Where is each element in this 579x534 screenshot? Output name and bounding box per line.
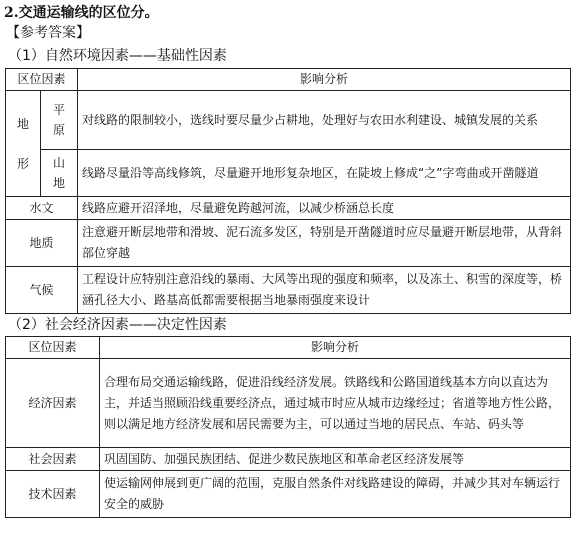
society-analysis: 巩固国防、加强民族团结、促进少数民族地区和革命老区经济发展等 bbox=[100, 448, 571, 471]
hydrology-label: 水文 bbox=[6, 197, 78, 220]
table-row bbox=[6, 471, 571, 518]
natural-factors-table bbox=[5, 68, 571, 314]
header-analysis: 影响分析 bbox=[78, 69, 571, 91]
terrain-char-1: 地 bbox=[16, 116, 29, 131]
tech-label: 技术因素 bbox=[6, 471, 100, 518]
header-factor: 区位因素 bbox=[6, 69, 78, 91]
header-analysis: 影响分析 bbox=[100, 337, 571, 359]
header-factor: 区位因素 bbox=[6, 337, 100, 359]
table-header-row bbox=[6, 69, 571, 91]
table-row bbox=[6, 197, 571, 220]
mountain-char-1: 山 bbox=[53, 156, 66, 170]
mountain-label bbox=[41, 150, 78, 197]
reference-answer-label: 【参考答案】 bbox=[6, 25, 90, 41]
table-header-row bbox=[6, 337, 571, 359]
tech-analysis: 使运输网伸展到更广阔的范围，克服自然条件对线路建设的障碍，并减少其对车辆运行安全的威胁 bbox=[100, 471, 571, 518]
plain-analysis: 对线路的限制较小，选线时要尽量少占耕地，处理好与农田水利建设、城镇发展的关系 bbox=[78, 91, 571, 150]
hydrology-analysis: 线路应避开沼泽地，尽量避免跨越河流，以减少桥涵总长度 bbox=[78, 197, 571, 220]
mountain-char-2: 地 bbox=[53, 176, 66, 190]
terrain-char-2: 形 bbox=[16, 156, 29, 171]
table-row bbox=[6, 267, 571, 314]
mountain-analysis: 线路尽量沿等高线修筑，尽量避开地形复杂地区，在陡坡上修成“之”字弯曲或开凿隧道 bbox=[78, 150, 571, 197]
table-row bbox=[6, 150, 571, 197]
plain-char-2: 原 bbox=[53, 123, 66, 137]
table-row bbox=[6, 359, 571, 448]
socioeconomic-factors-table bbox=[5, 336, 571, 518]
section2-title: （2）社会经济因素——决定性因素 bbox=[8, 317, 227, 333]
society-label: 社会因素 bbox=[6, 448, 100, 471]
plain-char-1: 平 bbox=[53, 103, 66, 117]
table-row bbox=[6, 91, 571, 150]
geology-analysis: 注意避开断层地带和滑坡、泥石流多发区，特别是开凿隧道时应尽量避开断层地带，从背斜部位穿越 bbox=[78, 220, 571, 267]
climate-analysis: 工程设计应特别注意沿线的暴雨、大风等出现的强度和频率，以及冻土、积雪的深度等，桥涵孔径大小、路基高低都需要根据当地暴雨强度来设计 bbox=[78, 267, 571, 314]
table-row bbox=[6, 448, 571, 471]
geology-label: 地质 bbox=[6, 220, 78, 267]
terrain-label bbox=[6, 91, 41, 197]
economy-analysis: 合理布局交通运输线路，促进沿线经济发展。铁路线和公路国道线基本方向以直达为主，并适当照顾沿线重要经济点，通过城市时应从城市边缘经过；省道等地方性公路，则以满足地方经济发展和居民需要为主，可以通过当地的居民点、车站、码头等 bbox=[100, 359, 571, 448]
table-row bbox=[6, 220, 571, 267]
economy-label: 经济因素 bbox=[6, 359, 100, 448]
climate-label: 气候 bbox=[6, 267, 78, 314]
question-heading: 2.交通运输线的区位分。 bbox=[4, 5, 159, 21]
section1-title: （1）自然环境因素——基础性因素 bbox=[8, 48, 227, 64]
plain-label bbox=[41, 91, 78, 150]
